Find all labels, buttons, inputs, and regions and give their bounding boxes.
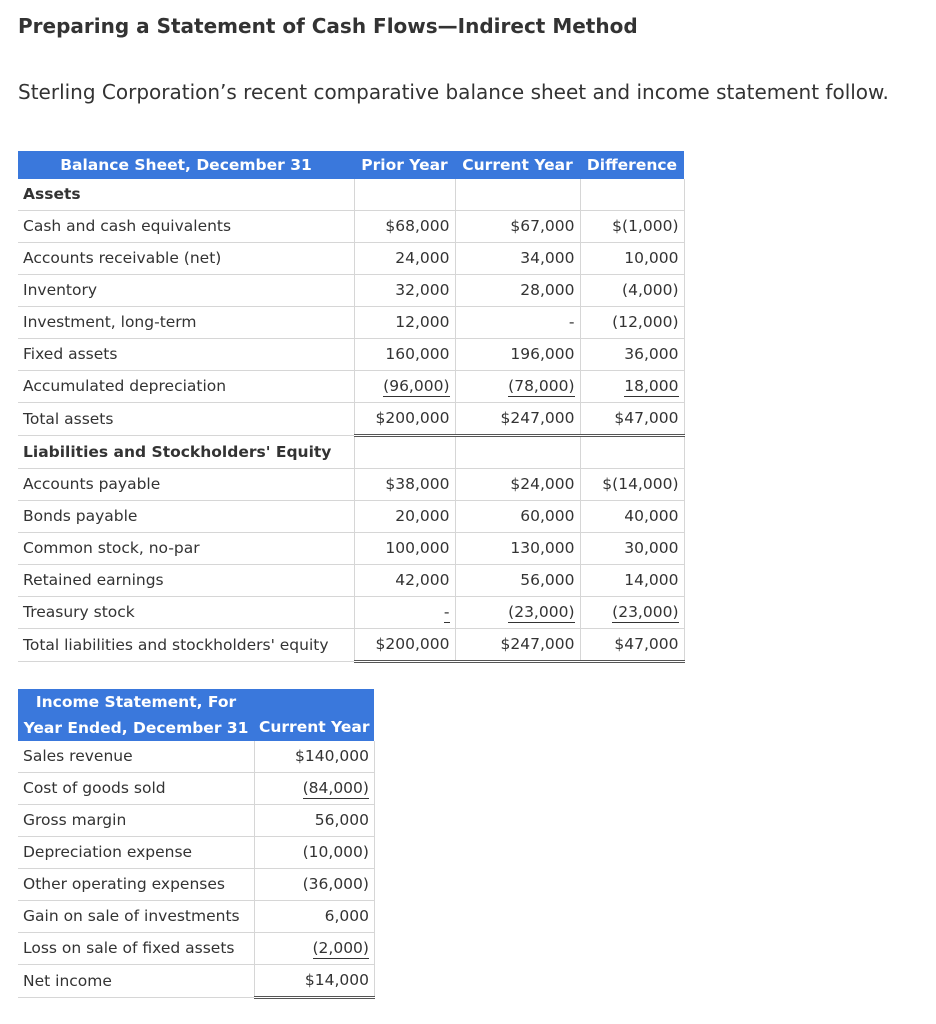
row-value: (36,000) [254, 869, 374, 901]
page-title: Preparing a Statement of Cash Flows—Indirect Method [18, 14, 638, 38]
table-row [18, 533, 684, 565]
row-label: Treasury stock [18, 597, 354, 629]
total-liabilities-row [18, 629, 684, 662]
row-label: Accumulated depreciation [18, 371, 354, 403]
row-value: (10,000) [254, 837, 374, 869]
difference-header: Difference [580, 151, 684, 179]
difference-value: (12,000) [580, 307, 684, 339]
row-label: Total assets [18, 403, 354, 436]
difference-value: 14,000 [580, 565, 684, 597]
table-row [18, 339, 684, 371]
prior-value: $200,000 [354, 629, 455, 662]
current-value: (23,000) [455, 597, 580, 629]
table-row [18, 565, 684, 597]
table-row [18, 933, 374, 965]
current-value: (78,000) [455, 371, 580, 403]
balance-sheet-table [18, 151, 685, 663]
row-label: Cash and cash equivalents [18, 211, 354, 243]
row-label: Accounts payable [18, 469, 354, 501]
table-row [18, 371, 684, 403]
row-label: Common stock, no-par [18, 533, 354, 565]
income-statement-table [18, 689, 375, 999]
income-current-year-header: Current Year [254, 689, 374, 741]
prior-value: 24,000 [354, 243, 455, 275]
row-label: Investment, long-term [18, 307, 354, 339]
difference-value: (4,000) [580, 275, 684, 307]
row-label: Fixed assets [18, 339, 354, 371]
row-label: Bonds payable [18, 501, 354, 533]
row-label: Retained earnings [18, 565, 354, 597]
prior-value: $68,000 [354, 211, 455, 243]
prior-value: $200,000 [354, 403, 455, 436]
table-row [18, 805, 374, 837]
row-label: Gain on sale of investments [18, 901, 254, 933]
table-row [18, 275, 684, 307]
row-value: 56,000 [254, 805, 374, 837]
difference-value: $(1,000) [580, 211, 684, 243]
row-value: (2,000) [254, 933, 374, 965]
table-row [18, 501, 684, 533]
income-header-line1: Income Statement, For [35, 693, 237, 711]
row-label: Depreciation expense [18, 837, 254, 869]
difference-value: $(14,000) [580, 469, 684, 501]
liabilities-heading-row [18, 436, 684, 469]
row-label: Net income [18, 965, 254, 998]
current-value: 34,000 [455, 243, 580, 275]
intro-text: Sterling Corporation’s recent comparative balance sheet and income statement follow. [18, 80, 889, 104]
current-value: $67,000 [455, 211, 580, 243]
prior-value: 42,000 [354, 565, 455, 597]
row-value: $14,000 [254, 965, 374, 998]
table-row [18, 741, 374, 773]
table-row [18, 869, 374, 901]
balance-sheet-header-label: Balance Sheet, December 31 [18, 151, 354, 179]
table-row [18, 243, 684, 275]
balance-sheet-header-row [18, 151, 684, 179]
difference-value: 10,000 [580, 243, 684, 275]
difference-value: 40,000 [580, 501, 684, 533]
table-row [18, 307, 684, 339]
liabilities-heading: Liabilities and Stockholders' Equity [18, 436, 354, 469]
row-label: Total liabilities and stockholders' equity [18, 629, 354, 662]
income-statement-header-row [18, 689, 374, 741]
row-value: 6,000 [254, 901, 374, 933]
current-value: 130,000 [455, 533, 580, 565]
current-value: 60,000 [455, 501, 580, 533]
difference-value: 18,000 [580, 371, 684, 403]
current-value: 56,000 [455, 565, 580, 597]
assets-heading-row [18, 179, 684, 211]
difference-value: 30,000 [580, 533, 684, 565]
table-row [18, 773, 374, 805]
difference-value: 36,000 [580, 339, 684, 371]
difference-value: $47,000 [580, 403, 684, 436]
prior-value: (96,000) [354, 371, 455, 403]
prior-value: 160,000 [354, 339, 455, 371]
net-income-row [18, 965, 374, 998]
current-value: $247,000 [455, 629, 580, 662]
row-label: Gross margin [18, 805, 254, 837]
prior-value: 20,000 [354, 501, 455, 533]
prior-value: 32,000 [354, 275, 455, 307]
table-row [18, 837, 374, 869]
row-label: Accounts receivable (net) [18, 243, 354, 275]
row-label: Sales revenue [18, 741, 254, 773]
difference-value: $47,000 [580, 629, 684, 662]
prior-value: 12,000 [354, 307, 455, 339]
table-row [18, 469, 684, 501]
table-row [18, 211, 684, 243]
total-assets-row [18, 403, 684, 436]
prior-value: $38,000 [354, 469, 455, 501]
row-label: Other operating expenses [18, 869, 254, 901]
current-value: - [455, 307, 580, 339]
current-year-header: Current Year [455, 151, 580, 179]
row-label: Cost of goods sold [18, 773, 254, 805]
table-row [18, 597, 684, 629]
current-value: $24,000 [455, 469, 580, 501]
current-value: 196,000 [455, 339, 580, 371]
prior-year-header: Prior Year [354, 151, 455, 179]
income-header-line2: Year Ended, December 31 [23, 719, 249, 737]
current-value: 28,000 [455, 275, 580, 307]
row-value: (84,000) [254, 773, 374, 805]
row-value: $140,000 [254, 741, 374, 773]
prior-value: - [354, 597, 455, 629]
assets-heading: Assets [18, 179, 354, 211]
row-label: Inventory [18, 275, 354, 307]
difference-value: (23,000) [580, 597, 684, 629]
current-value: $247,000 [455, 403, 580, 436]
prior-value: 100,000 [354, 533, 455, 565]
income-statement-header-label [18, 689, 254, 741]
row-label: Loss on sale of fixed assets [18, 933, 254, 965]
table-row [18, 901, 374, 933]
